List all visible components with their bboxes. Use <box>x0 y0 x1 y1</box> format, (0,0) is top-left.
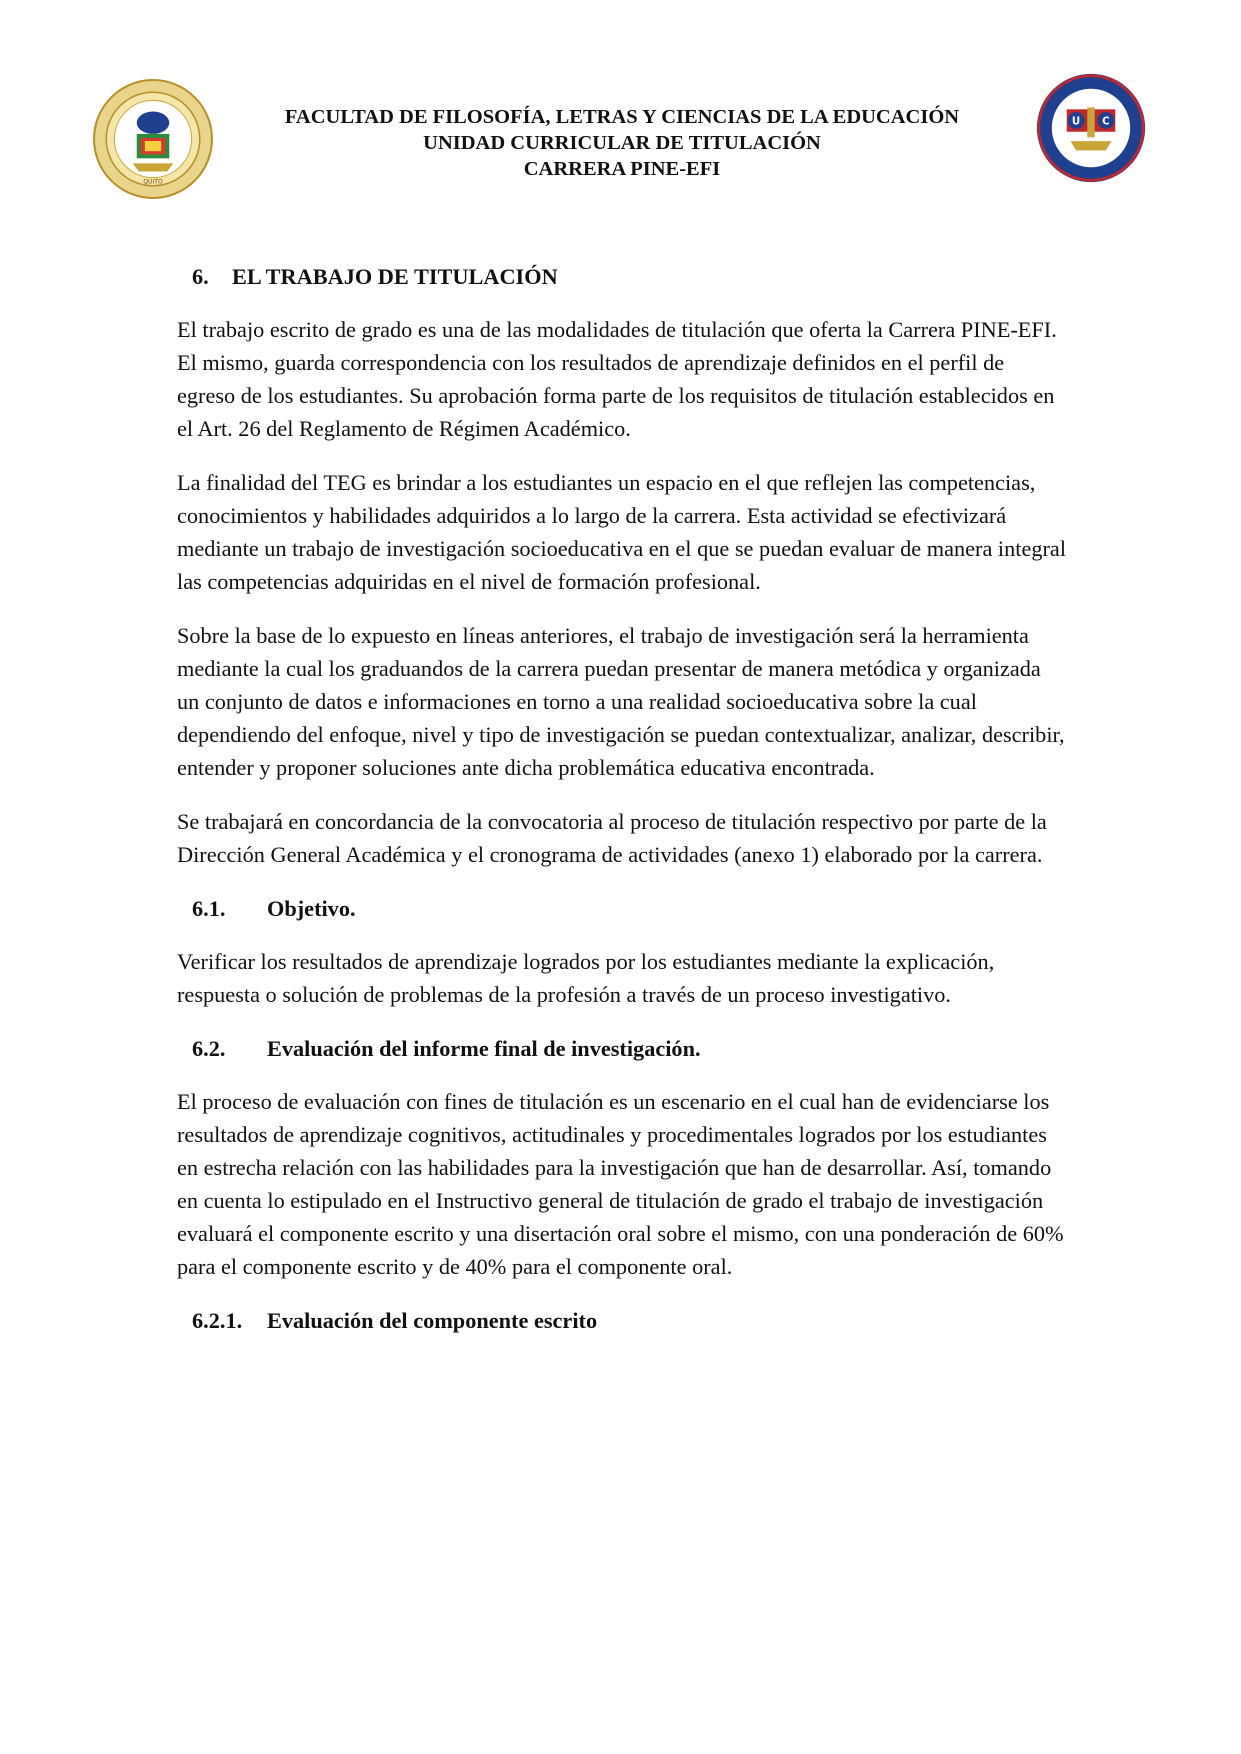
header-unit: UNIDAD CURRICULAR DE TITULACIÓN <box>423 132 821 154</box>
svg-text:C: C <box>1102 115 1110 128</box>
section-title: Evaluación del componente escrito <box>267 1308 598 1333</box>
paragraph: El trabajo escrito de grado es una de las modalidades de titulación que oferta la Carrera PINE-EFI. El mismo, guarda correspondencia con los resultados de aprendizaje definidos en el perfil de egreso de los estudiantes. Su aprobación forma parte de los requisitos de titulación establecidos en el Art. 26 del Reglamento de Régimen Académico. <box>177 317 1057 441</box>
svg-text:QUITO: QUITO <box>143 178 163 186</box>
section-6-2-heading <box>192 1032 1067 1065</box>
paragraph: Se trabajará en concordancia de la convocatoria al proceso de titulación respectivo por parte de la Dirección General Académica y el cronograma de actividades (anexo 1) elaborado por la carrera. <box>177 809 1047 867</box>
section-number: 6.1. <box>192 896 226 921</box>
paragraph: La finalidad del TEG es brindar a los estudiantes un espacio en el que reflejen las competencias, conocimientos y habilidades adquiridos a lo largo de la carrera. Esta actividad se efectivizará mediante un trabajo de investigación socioeducativa en el que se puedan evaluar de manera integral las competencias adquiridas en el nivel de formación profesional. <box>177 470 1067 594</box>
section-title: Objetivo. <box>267 896 356 921</box>
section-6-1-heading <box>192 892 1067 925</box>
section-number: 6.2.1. <box>192 1308 243 1333</box>
document-body <box>177 260 1067 1357</box>
section-number: 6.2. <box>192 1036 226 1061</box>
university-seal-logo <box>92 78 214 200</box>
section-6-heading <box>192 260 1067 293</box>
svg-text:U: U <box>1071 115 1081 128</box>
section-6-2-1-heading <box>192 1304 1067 1337</box>
section-title: Evaluación del informe final de investigación. <box>267 1036 701 1061</box>
paragraph: El proceso de evaluación con fines de titulación es un escenario en el cual han de evidenciarse los resultados de aprendizaje cognitivos, actitudinales y procedimentales logrados por los estudiantes en estrecha relación con las habilidades para la investigación que han de desarrollar. Así, tomando en cuenta lo estipulado en el Instructivo general de titulación de grado el trabajo de investigación evaluará el componente escrito y una disertación oral sobre el mismo, con una ponderación de 60% para el componente escrito y de 40% para el componente oral. <box>177 1089 1064 1279</box>
paragraph: Sobre la base de lo expuesto en líneas anteriores, el trabajo de investigación será la herramienta mediante la cual los graduandos de la carrera puedan presentar de manera metódica y organizada un conjunto de datos e informaciones en torno a una realidad socioeducativa sobre la cual dependiendo del enfoque, nivel y tipo de investigación se puedan contextualizar, analizar, describir, entender y proponer soluciones ante dicha problemática educativa encontrada. <box>177 623 1065 780</box>
header-faculty: FACULTAD DE FILOSOFÍA, LETRAS Y CIENCIAS DE LA EDUCACIÓN <box>284 106 960 128</box>
section-title: EL TRABAJO DE TITULACIÓN <box>232 264 558 289</box>
paragraph: Verificar los resultados de aprendizaje logrados por los estudiantes mediante la explicación, respuesta o solución de problemas de la profesión a través de un proceso investigativo. <box>177 949 995 1007</box>
faculty-seal-logo <box>1035 72 1147 184</box>
header-career: CARRERA PINE-EFI <box>523 158 721 180</box>
document-header <box>222 104 1022 182</box>
section-number: 6. <box>192 264 209 289</box>
